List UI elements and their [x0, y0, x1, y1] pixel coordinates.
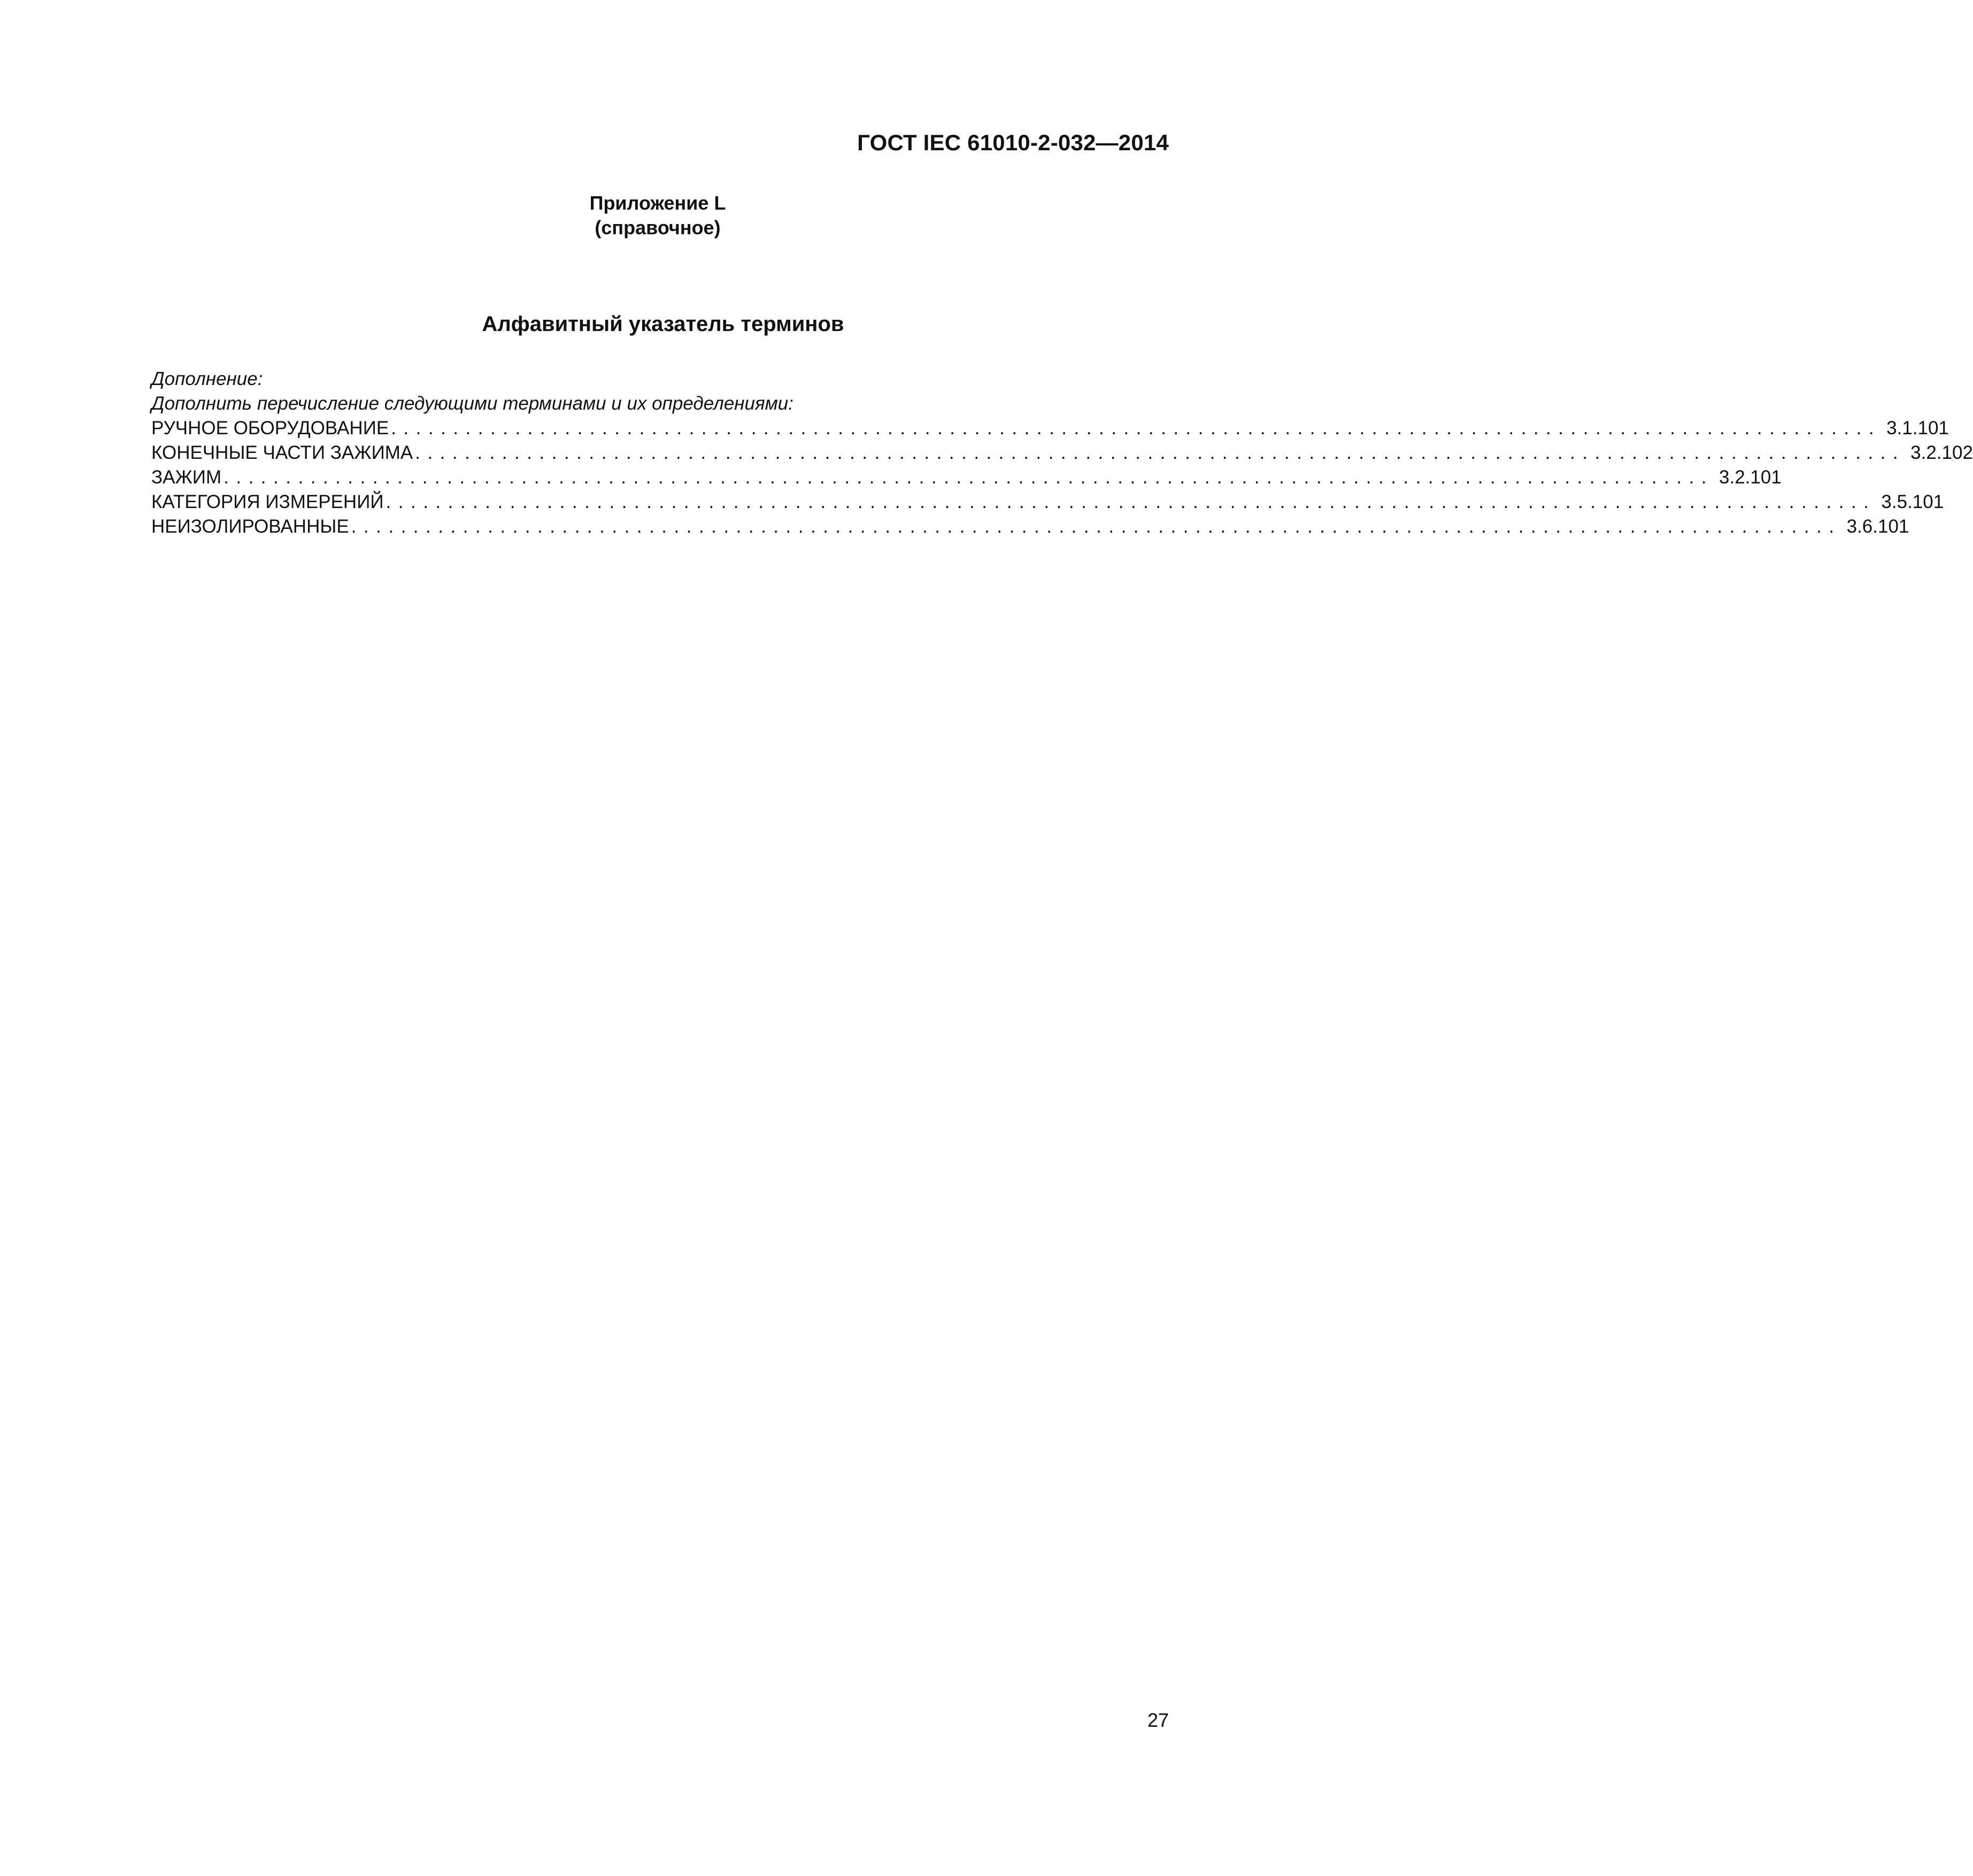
annex-type: (справочное): [595, 217, 721, 239]
document-code: ГОСТ IEC 61010-2-032—2014: [857, 130, 1169, 155]
index-entry: [151, 514, 1909, 539]
index-ref: 3.2.102: [1910, 442, 1973, 463]
index-ref: 3.2.101: [1719, 467, 1782, 488]
annex-label: Приложение L: [589, 192, 726, 214]
index-entry: [151, 465, 1782, 490]
index-term: ЗАЖИМ: [151, 467, 222, 488]
intro-line-2: Дополнить перечисление следующими терминами и их определениями:: [151, 393, 793, 414]
index-term: КАТЕГОРИЯ ИЗМЕРЕНИЙ: [151, 491, 384, 512]
annex-heading: [0, 191, 1326, 240]
index-term: НЕИЗОЛИРОВАННЫЕ: [151, 516, 349, 537]
index-ref: 3.5.101: [1881, 491, 1944, 512]
index-term: КОНЕЧНЫЕ ЧАСТИ ЗАЖИМА: [151, 442, 413, 463]
index-ref: 3.1.101: [1886, 418, 1949, 439]
page-title: Алфавитный указатель терминов: [482, 312, 844, 336]
leader-dots: ........................................................................................................................: [223, 467, 1714, 488]
index-term: РУЧНОЕ ОБОРУДОВАНИЕ: [151, 418, 389, 439]
intro-line-1: Дополнение:: [151, 368, 263, 389]
term-index: [151, 416, 1973, 539]
index-entry: [151, 490, 1944, 514]
leader-dots: ........................................................................................................................: [386, 491, 1876, 512]
leader-dots: ........................................................................................................................: [351, 516, 1841, 537]
index-entry: [151, 441, 1973, 465]
page-number: 27: [1147, 1709, 1169, 1731]
index-entry: [151, 416, 1949, 441]
index-ref: 3.6.101: [1846, 516, 1909, 537]
intro-text: [151, 367, 793, 416]
leader-dots: ........................................................................................................................: [391, 418, 1882, 439]
leader-dots: ........................................................................................................................: [415, 442, 1906, 463]
